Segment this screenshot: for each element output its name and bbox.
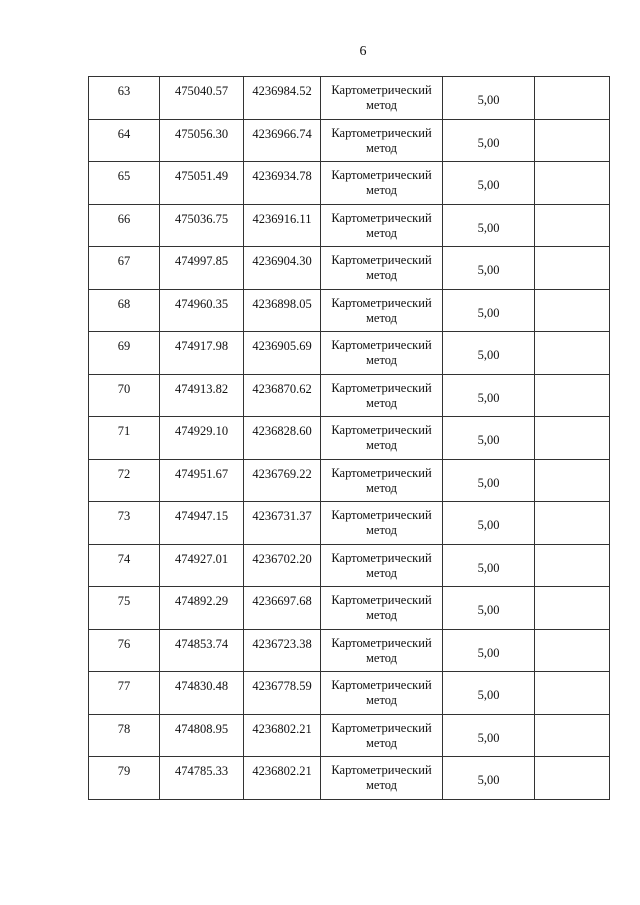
page-number: 6 [359,44,367,59]
accuracy-cell: 5,00 [443,119,535,162]
note-cell [535,247,610,290]
method-cell [321,629,443,672]
table-row [89,502,610,545]
method-line-1: Картометрический [331,83,432,97]
method-cell [321,204,443,247]
y-coordinate-cell: 4236898.05 [244,289,321,332]
note-cell [535,289,610,332]
y-coordinate-cell: 4236934.78 [244,162,321,205]
y-coordinate-cell: 4236904.30 [244,247,321,290]
method-line-1: Картометрический [331,125,432,140]
accuracy-cell: 5,00 [443,714,535,757]
method-cell [321,714,443,757]
method-line-1: Картометрический [331,720,432,735]
method-cell [321,544,443,587]
method-line-1: Картометрический [331,678,432,692]
x-coordinate-cell: 474808.95 [160,714,244,757]
method-line-1: Картометрический [331,508,432,522]
method-line-1: Картометрический [331,380,432,395]
method-line-2: метод [365,98,397,112]
point-number-cell: 79 [89,757,160,800]
table-row [89,247,610,290]
y-coordinate-cell: 4236697.68 [244,587,321,630]
method-cell [321,672,443,715]
method-cell [321,162,443,205]
method-cell [321,417,443,460]
x-coordinate-cell: 474892.29 [160,587,244,630]
method-cell [321,119,443,162]
x-coordinate-cell: 475036.75 [160,204,244,247]
y-coordinate-cell: 4236778.59 [244,672,321,715]
point-number-cell: 73 [89,502,160,545]
table-row [89,587,610,630]
method-line-1: Картометрический [331,338,432,352]
method-cell [321,757,443,800]
method-cell [321,587,443,630]
x-coordinate-cell: 474913.82 [160,374,244,417]
point-number-cell: 77 [89,672,160,715]
note-cell [535,459,610,502]
y-coordinate-cell: 4236966.74 [244,119,321,162]
note-cell [535,502,610,545]
table-row [89,417,610,460]
point-number-cell: 75 [89,587,160,630]
x-coordinate-cell: 474927.01 [160,544,244,587]
method-line-2: метод [365,565,397,580]
note-cell [535,587,610,630]
note-cell [535,757,610,800]
table-row [89,672,610,715]
accuracy-cell: 5,00 [443,502,535,545]
point-number-cell: 63 [89,77,160,120]
x-coordinate-cell: 475051.49 [160,162,244,205]
y-coordinate-cell: 4236802.21 [244,757,321,800]
method-cell [321,502,443,545]
method-line-1: Картометрический [331,295,432,310]
method-cell [321,289,443,332]
x-coordinate-cell: 475056.30 [160,119,244,162]
method-line-1: Картометрический [331,550,432,565]
point-number-cell: 65 [89,162,160,205]
method-cell [321,77,443,120]
note-cell [535,714,610,757]
x-coordinate-cell: 474947.15 [160,502,244,545]
y-coordinate-cell: 4236870.62 [244,374,321,417]
x-coordinate-cell: 474853.74 [160,629,244,672]
x-coordinate-cell: 474960.35 [160,289,244,332]
table-row [89,544,610,587]
note-cell [535,204,610,247]
method-line-2: метод [365,183,397,197]
accuracy-cell: 5,00 [443,77,535,120]
x-coordinate-cell: 474917.98 [160,332,244,375]
method-line-1: Картометрический [331,465,432,480]
point-number-cell: 76 [89,629,160,672]
point-number-cell: 70 [89,374,160,417]
x-coordinate-cell: 474997.85 [160,247,244,290]
y-coordinate-cell: 4236731.37 [244,502,321,545]
method-line-1: Картометрический [331,210,432,225]
method-line-2: метод [365,395,397,410]
method-line-1: Картометрический [331,168,432,182]
accuracy-cell: 5,00 [443,544,535,587]
note-cell [535,374,610,417]
method-cell [321,459,443,502]
x-coordinate-cell: 474785.33 [160,757,244,800]
point-number-cell: 78 [89,714,160,757]
x-coordinate-cell: 474929.10 [160,417,244,460]
table-row [89,77,610,120]
note-cell [535,332,610,375]
method-line-1: Картометрический [331,423,432,437]
y-coordinate-cell: 4236702.20 [244,544,321,587]
x-coordinate-cell: 474830.48 [160,672,244,715]
x-coordinate-cell: 474951.67 [160,459,244,502]
x-coordinate-cell: 475040.57 [160,77,244,120]
point-number-cell: 71 [89,417,160,460]
method-line-2: метод [365,523,397,537]
accuracy-cell: 5,00 [443,204,535,247]
coordinates-table [88,76,610,800]
point-number-cell: 67 [89,247,160,290]
point-number-cell: 69 [89,332,160,375]
method-line-2: метод [365,438,397,452]
note-cell [535,417,610,460]
y-coordinate-cell: 4236984.52 [244,77,321,120]
method-line-1: Картометрический [331,253,432,267]
y-coordinate-cell: 4236769.22 [244,459,321,502]
accuracy-cell: 5,00 [443,757,535,800]
method-cell [321,332,443,375]
point-number-cell: 72 [89,459,160,502]
accuracy-cell: 5,00 [443,672,535,715]
y-coordinate-cell: 4236802.21 [244,714,321,757]
table-row [89,374,610,417]
note-cell [535,544,610,587]
point-number-cell: 66 [89,204,160,247]
note-cell [535,77,610,120]
table-row [89,714,610,757]
method-line-2: метод [365,778,397,792]
table-row [89,459,610,502]
method-line-2: метод [365,650,397,665]
note-cell [535,629,610,672]
accuracy-cell: 5,00 [443,332,535,375]
y-coordinate-cell: 4236723.38 [244,629,321,672]
accuracy-cell: 5,00 [443,374,535,417]
coordinates-table-body [89,77,610,800]
note-cell [535,119,610,162]
method-line-1: Картометрический [331,635,432,650]
method-line-2: метод [365,268,397,282]
table-row [89,204,610,247]
y-coordinate-cell: 4236905.69 [244,332,321,375]
method-line-2: метод [365,140,397,155]
table-row [89,162,610,205]
table-row [89,757,610,800]
y-coordinate-cell: 4236916.11 [244,204,321,247]
accuracy-cell: 5,00 [443,247,535,290]
note-cell [535,162,610,205]
method-line-2: метод [365,693,397,707]
method-line-2: метод [365,735,397,750]
accuracy-cell: 5,00 [443,629,535,672]
method-cell [321,247,443,290]
method-line-2: метод [365,608,397,622]
method-line-1: Картометрический [331,593,432,607]
method-line-2: метод [365,353,397,367]
table-row [89,332,610,375]
method-line-1: Картометрический [331,763,432,777]
method-cell [321,374,443,417]
point-number-cell: 74 [89,544,160,587]
method-line-2: метод [365,310,397,325]
accuracy-cell: 5,00 [443,162,535,205]
y-coordinate-cell: 4236828.60 [244,417,321,460]
table-row [89,289,610,332]
method-line-2: метод [365,225,397,240]
method-line-2: метод [365,480,397,495]
accuracy-cell: 5,00 [443,289,535,332]
accuracy-cell: 5,00 [443,459,535,502]
point-number-cell: 64 [89,119,160,162]
table-row [89,119,610,162]
point-number-cell: 68 [89,289,160,332]
note-cell [535,672,610,715]
accuracy-cell: 5,00 [443,417,535,460]
accuracy-cell: 5,00 [443,587,535,630]
table-row [89,629,610,672]
